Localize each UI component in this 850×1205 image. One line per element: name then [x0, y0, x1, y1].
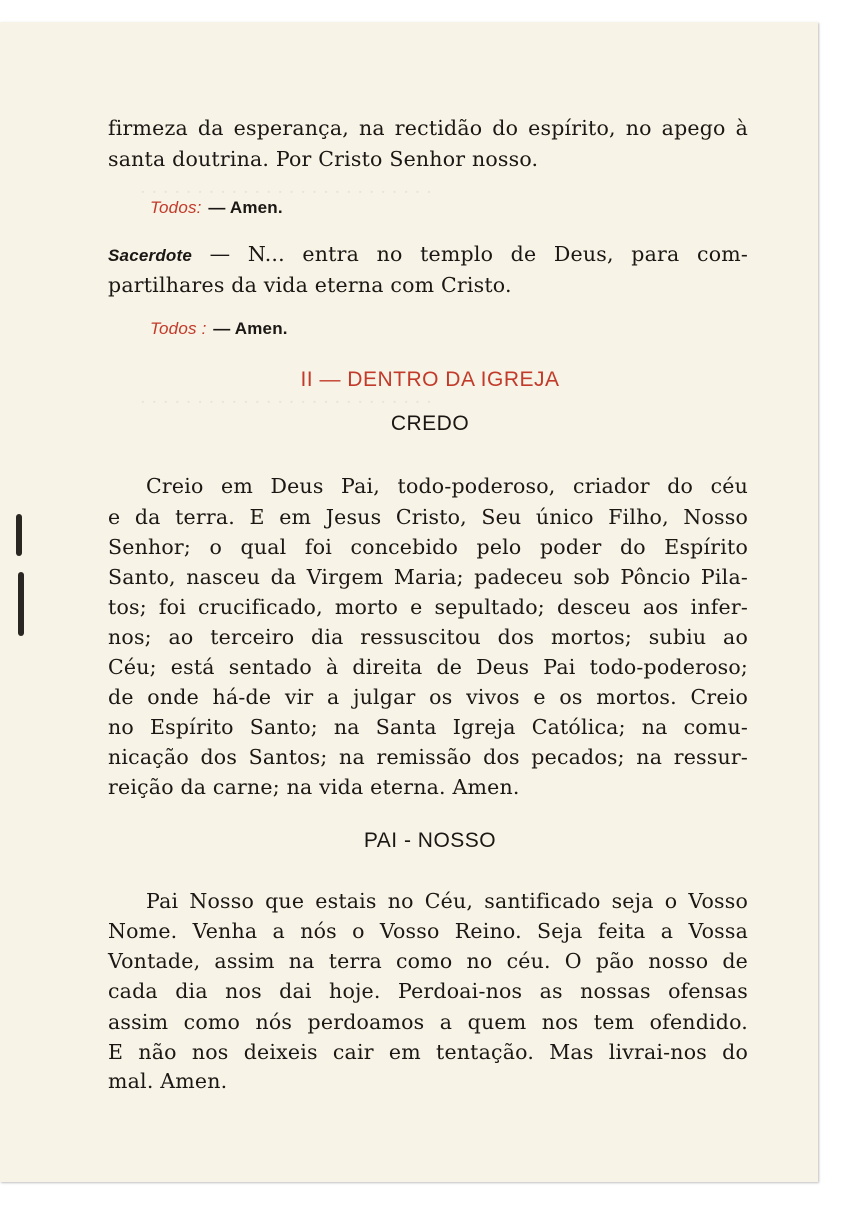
priest-line	[108, 242, 748, 266]
pai-nosso-line: E não nos deixeis cair em tentação. Mas livrai-nos do	[108, 1040, 748, 1064]
credo-line: nos; ao terceiro dia ressuscitou dos mortos; subiu ao	[108, 625, 748, 649]
response-todos	[150, 315, 790, 339]
binding-thread	[16, 514, 22, 556]
credo-line: Senhor; o qual foi concebido pelo poder do Espírito	[108, 535, 748, 559]
pai-nosso-line: mal. Amen.	[108, 1069, 228, 1093]
credo-line: reição da carne; na vida eterna. Amen.	[108, 775, 520, 799]
bleed-through-text: · · · · · · · · · · · · · · · · · · · · · · · · · ·	[140, 392, 432, 413]
pai-nosso-line: assim como nós perdoamos a quem nos tem ofendido.	[108, 1010, 748, 1034]
speaker-todos: Todos :	[150, 319, 207, 338]
speaker-todos: Todos:	[150, 198, 202, 217]
pai-nosso-title: PAI - NOSSO	[363, 829, 497, 852]
pai-nosso-line: Pai Nosso que estais no Céu, santificado seja o Vosso	[146, 889, 748, 913]
credo-title: CREDO	[390, 412, 470, 435]
credo-line: de onde há-de vir a julgar os vivos e os mortos. Creio	[108, 685, 748, 709]
credo-line: Santo, nasceu da Virgem Maria; padeceu sob Pôncio Pila-	[108, 565, 748, 589]
credo-line: tos; foi crucificado, morto e sepultado; desceu aos infer-	[108, 595, 748, 619]
priest-line: partilhares da vida eterna com Cristo.	[108, 273, 512, 297]
response-todos	[150, 194, 790, 218]
credo-line: e da terra. E em Jesus Cristo, Seu único Filho, Nosso	[108, 505, 748, 529]
pai-nosso-line: cada dia nos dai hoje. Perdoai-nos as nossas ofensas	[108, 979, 748, 1003]
credo-line: Creio em Deus Pai, todo-poderoso, criador do céu	[146, 474, 748, 498]
response-amen: — Amen.	[213, 319, 288, 338]
credo-line: nicação dos Santos; na remissão dos pecados; na ressur-	[108, 745, 748, 769]
pai-nosso-line: Vontade, assim na terra como no céu. O pão nosso de	[108, 949, 748, 973]
pai-nosso-line: Nome. Venha a nós o Vosso Reino. Seja feita a Vossa	[108, 919, 748, 943]
priest-text: — N... entra no templo de Deus, para com-	[209, 242, 749, 266]
continuation-line: firmeza da esperança, na rectidão do espírito, no apego à	[108, 116, 748, 140]
credo-line: no Espírito Santo; na Santa Igreja Católica; na comu-	[108, 715, 748, 739]
credo-line: Céu; está sentado à direita de Deus Pai todo-poderoso;	[108, 655, 748, 679]
response-amen: — Amen.	[208, 198, 283, 217]
speaker-sacerdote: Sacerdote	[108, 246, 193, 265]
bleed-through-text: · · · · · · · · · · · · · · · · · · · · · · · · · ·	[140, 182, 432, 203]
binding-thread	[18, 572, 24, 636]
continuation-line: santa doutrina. Por Cristo Senhor nosso.	[108, 147, 539, 171]
section-heading: II — DENTRO DA IGREJA	[300, 368, 560, 391]
